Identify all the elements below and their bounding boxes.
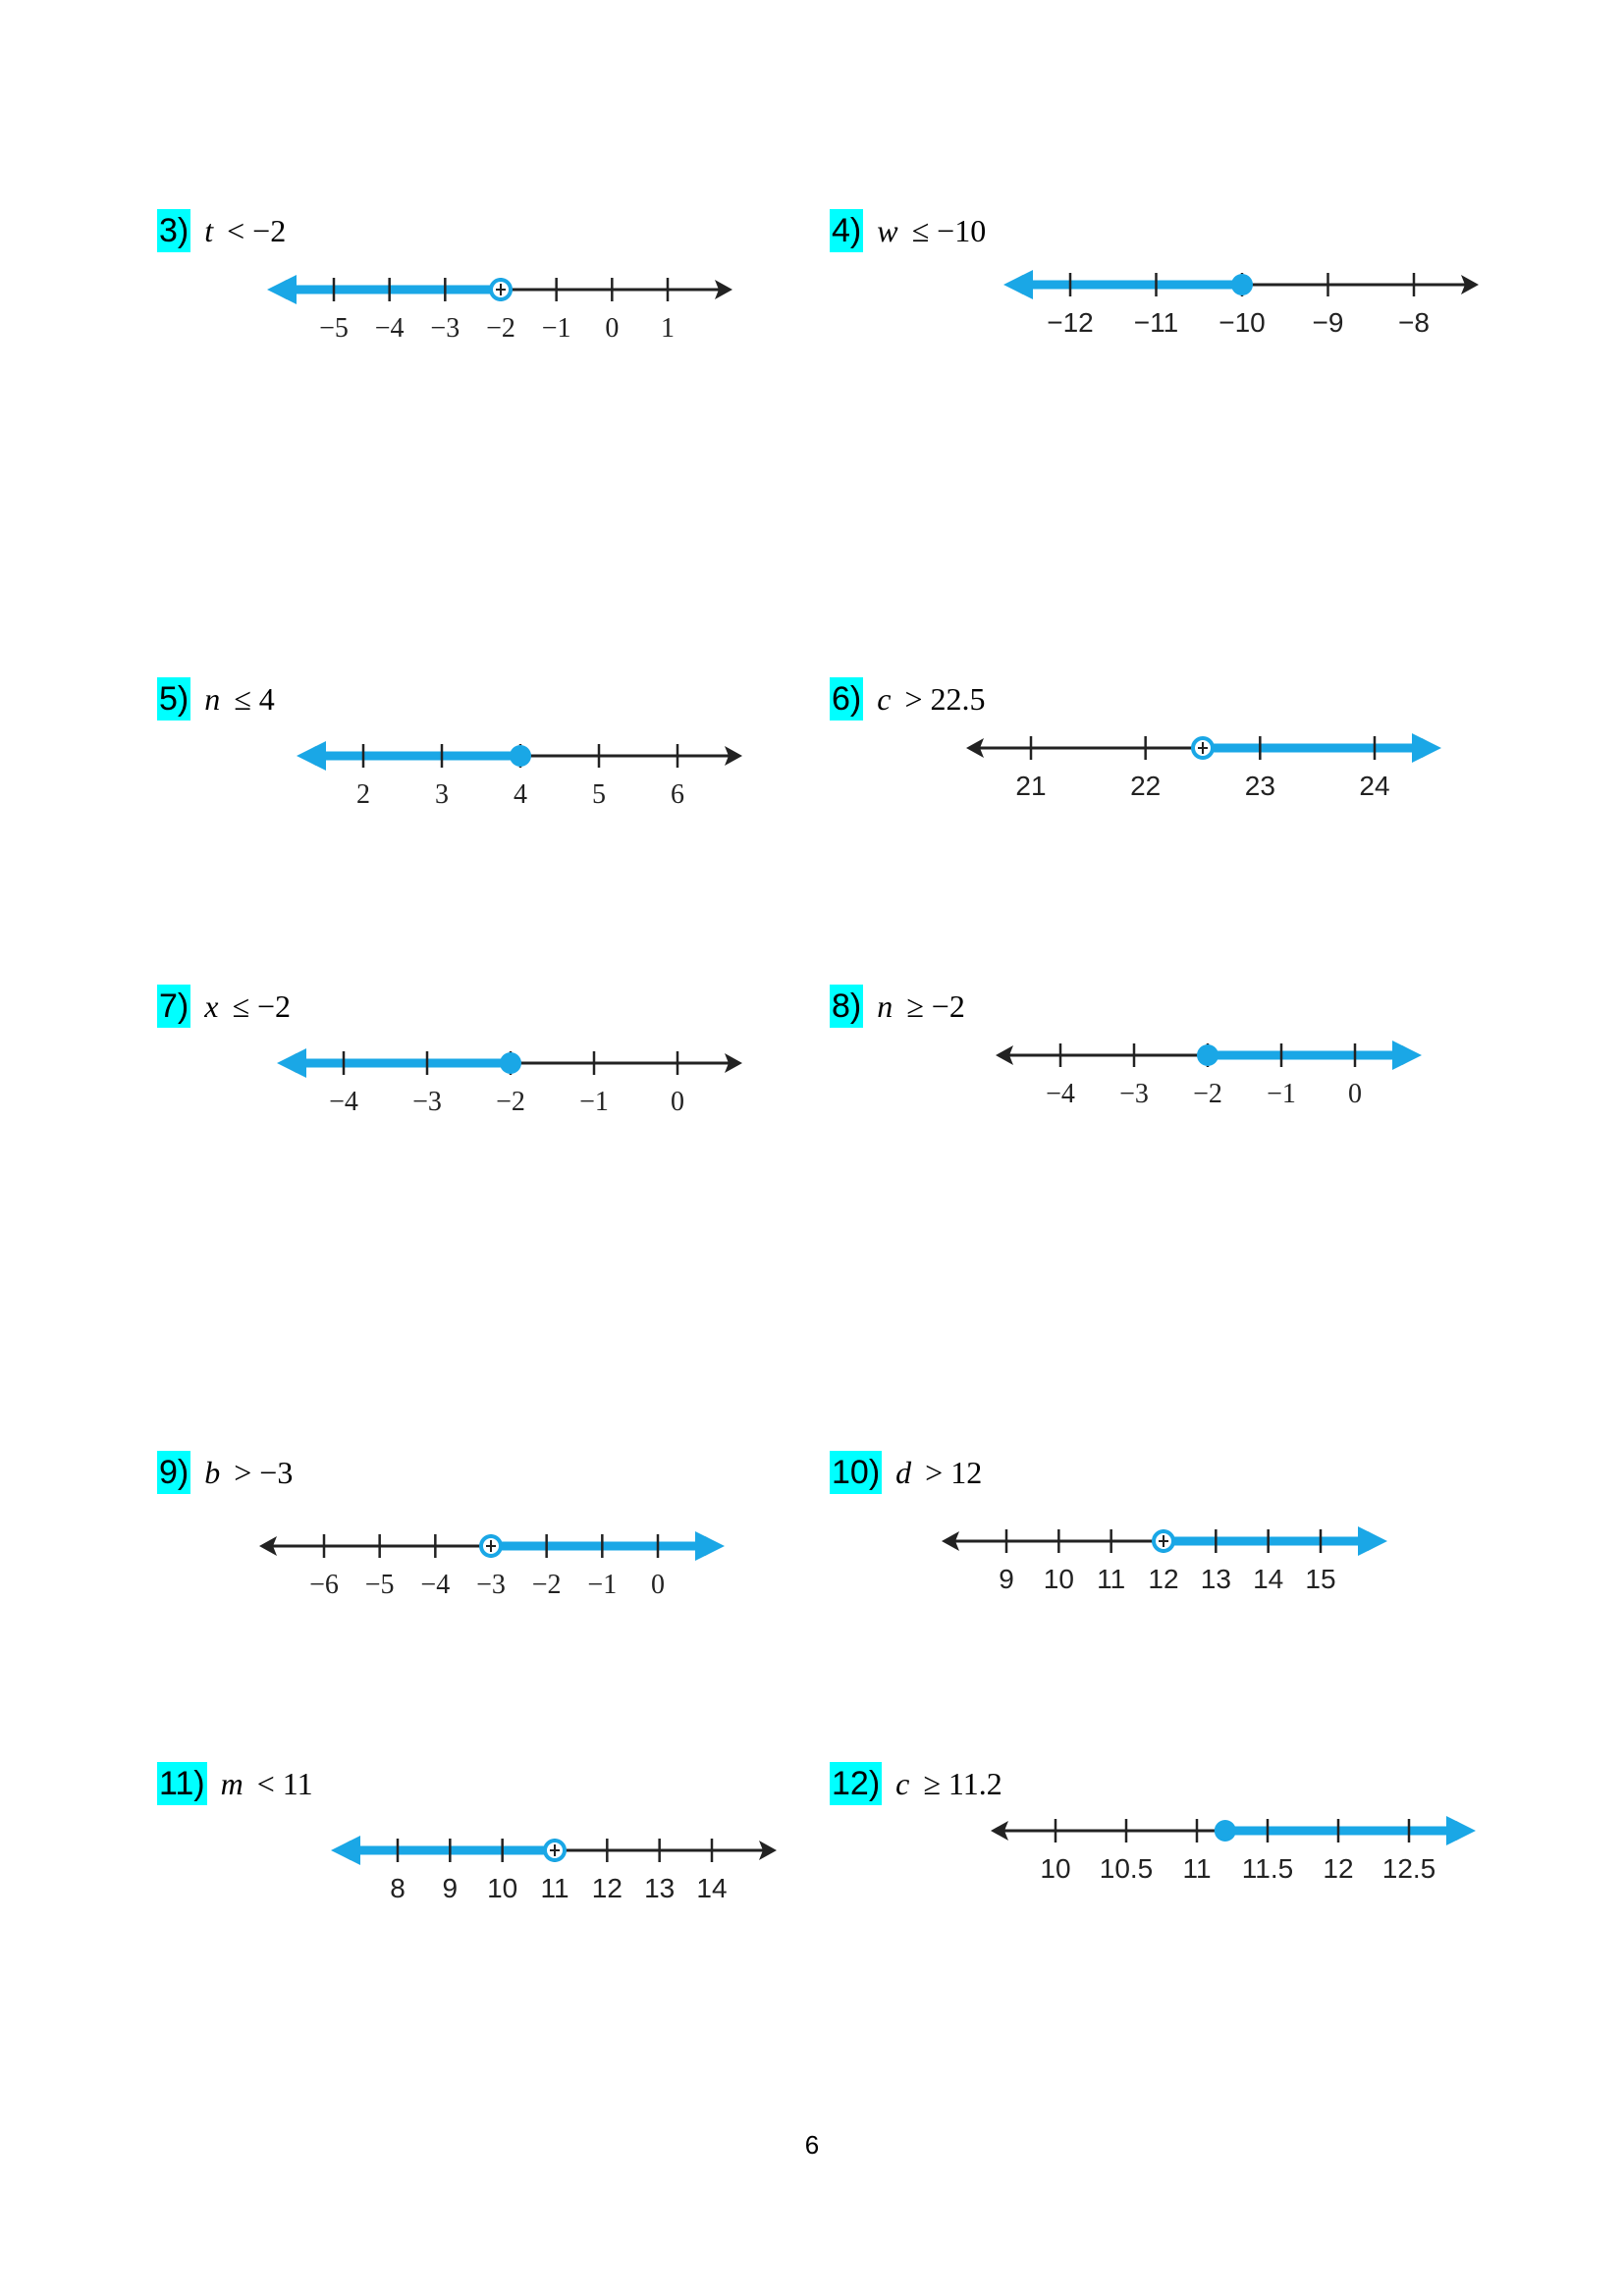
tick-label: −2 [1193, 1079, 1222, 1109]
variable: c [895, 1766, 910, 1801]
inequality [877, 679, 985, 719]
tick-label: 3 [435, 779, 449, 810]
inequality [204, 211, 286, 250]
tick-label: 0 [1348, 1079, 1362, 1109]
tick-label: 10.5 [1099, 1853, 1154, 1884]
tick-label: 11 [1097, 1564, 1126, 1594]
tick-label: 24 [1359, 771, 1390, 801]
tick-label: −4 [374, 313, 405, 344]
solution-arrowhead [1446, 1816, 1476, 1845]
number-line [255, 1522, 727, 1629]
tick-label: −3 [476, 1570, 506, 1600]
tick-label: −11 [1133, 307, 1179, 338]
tick-label: 12 [591, 1873, 623, 1903]
page-number: 6 [804, 2130, 820, 2160]
variable: m [220, 1766, 244, 1801]
relation: ≥ −2 [906, 988, 965, 1024]
solution-arrowhead [277, 1048, 306, 1078]
problem-heading [830, 677, 985, 721]
tick-label: −12 [1047, 307, 1094, 338]
tick-label: 10 [487, 1873, 518, 1903]
problem-heading [157, 677, 275, 721]
problem-heading [830, 985, 965, 1028]
problem-heading [157, 1451, 293, 1494]
solution-arrowhead [1003, 270, 1033, 299]
relation: < 11 [256, 1766, 313, 1801]
solution-arrowhead [267, 275, 297, 304]
problem-heading [830, 1451, 982, 1494]
solution-arrowhead [1392, 1041, 1422, 1070]
tick-label: −10 [1218, 307, 1266, 338]
relation: ≤ −2 [232, 988, 292, 1024]
problem-number: 12) [830, 1762, 882, 1805]
number-line [987, 1806, 1478, 1914]
number-line [275, 1039, 746, 1147]
problem-heading [157, 1762, 313, 1805]
relation: < −2 [227, 213, 287, 248]
tick-label: 14 [696, 1873, 728, 1903]
problem-number: 9) [157, 1451, 190, 1494]
tick-label: 4 [514, 779, 527, 810]
problem-number: 5) [157, 677, 190, 721]
inequality [221, 1764, 313, 1803]
closed-endpoint [510, 745, 531, 767]
relation: ≤ −10 [911, 213, 987, 248]
number-line [938, 1517, 1389, 1625]
tick-label: 9 [999, 1564, 1014, 1594]
solution-arrowhead [297, 741, 326, 771]
tick-label: −2 [531, 1570, 562, 1600]
variable: t [204, 213, 214, 248]
tick-label: −8 [1398, 307, 1430, 338]
solution-arrowhead [1358, 1526, 1387, 1556]
tick-label: 2 [356, 779, 370, 810]
tick-label: −1 [579, 1087, 609, 1117]
tick-label: 5 [592, 779, 606, 810]
tick-label: −3 [412, 1087, 442, 1117]
tick-label: 21 [1015, 771, 1047, 801]
problem-number: 8) [830, 985, 863, 1028]
tick-label: 23 [1244, 771, 1275, 801]
number-line [992, 1031, 1424, 1139]
number-line [329, 1826, 781, 1934]
solution-arrowhead [695, 1531, 725, 1561]
tick-label: −1 [1267, 1079, 1296, 1109]
tick-label: 1 [661, 313, 675, 344]
tick-label: −5 [364, 1570, 395, 1600]
number-line [962, 723, 1443, 831]
tick-label: −6 [309, 1570, 339, 1600]
closed-endpoint [1197, 1044, 1218, 1066]
tick-label: 10 [1040, 1853, 1071, 1884]
inequality [877, 211, 986, 250]
number-line [295, 731, 746, 839]
tick-label: 11.5 [1241, 1853, 1294, 1884]
tick-label: 13 [1200, 1564, 1231, 1594]
tick-label: −3 [430, 313, 460, 344]
problem-heading [157, 209, 286, 252]
closed-endpoint [1215, 1820, 1236, 1842]
tick-label: −1 [541, 313, 571, 344]
relation: > −3 [234, 1455, 294, 1490]
tick-label: 13 [644, 1873, 676, 1903]
relation: ≤ 4 [234, 681, 275, 717]
tick-label: 14 [1253, 1564, 1284, 1594]
problem-heading [830, 209, 986, 252]
variable: n [877, 988, 893, 1024]
relation: ≥ 11.2 [923, 1766, 1002, 1801]
variable: w [877, 213, 898, 248]
problem-number: 7) [157, 985, 190, 1028]
variable: d [895, 1455, 912, 1490]
variable: c [877, 681, 892, 717]
tick-label: −4 [420, 1570, 451, 1600]
variable: x [204, 988, 219, 1024]
number-line [1001, 260, 1483, 368]
tick-label: 0 [671, 1087, 684, 1117]
tick-label: 22 [1130, 771, 1162, 801]
tick-label: −4 [329, 1087, 358, 1117]
inequality [877, 987, 965, 1026]
tick-label: 10 [1043, 1564, 1074, 1594]
tick-label: 6 [671, 779, 684, 810]
tick-label: 0 [651, 1570, 665, 1600]
problem-number: 6) [830, 677, 863, 721]
tick-label: −5 [319, 313, 349, 344]
inequality [895, 1764, 1002, 1803]
problem-number: 3) [157, 209, 190, 252]
tick-label: −1 [587, 1570, 618, 1600]
inequality [204, 679, 275, 719]
tick-label: 11 [540, 1873, 569, 1903]
inequality [895, 1453, 982, 1492]
problem-heading [157, 985, 291, 1028]
tick-label: 12 [1148, 1564, 1179, 1594]
solution-arrowhead [1412, 733, 1441, 763]
relation: > 22.5 [904, 681, 986, 717]
variable: n [204, 681, 221, 717]
tick-label: −4 [1046, 1079, 1075, 1109]
closed-endpoint [500, 1052, 521, 1074]
tick-label: 15 [1305, 1564, 1336, 1594]
problem-number: 10) [830, 1451, 882, 1494]
tick-label: 9 [442, 1873, 459, 1903]
closed-endpoint [1231, 274, 1253, 295]
problem-number: 11) [157, 1762, 207, 1805]
tick-label: 12 [1323, 1853, 1354, 1884]
tick-label: 0 [605, 313, 620, 344]
tick-label: −2 [486, 313, 515, 344]
tick-label: 12.5 [1381, 1853, 1436, 1884]
tick-label: 8 [390, 1873, 406, 1903]
variable: b [204, 1455, 221, 1490]
inequality [204, 987, 291, 1026]
solution-arrowhead [331, 1836, 360, 1865]
tick-label: −3 [1119, 1079, 1149, 1109]
tick-label: 11 [1182, 1853, 1212, 1884]
relation: > 12 [925, 1455, 983, 1490]
tick-label: −9 [1312, 307, 1344, 338]
problem-number: 4) [830, 209, 863, 252]
number-line [265, 265, 736, 373]
problem-heading [830, 1762, 1002, 1805]
tick-label: −2 [496, 1087, 525, 1117]
inequality [204, 1453, 293, 1492]
